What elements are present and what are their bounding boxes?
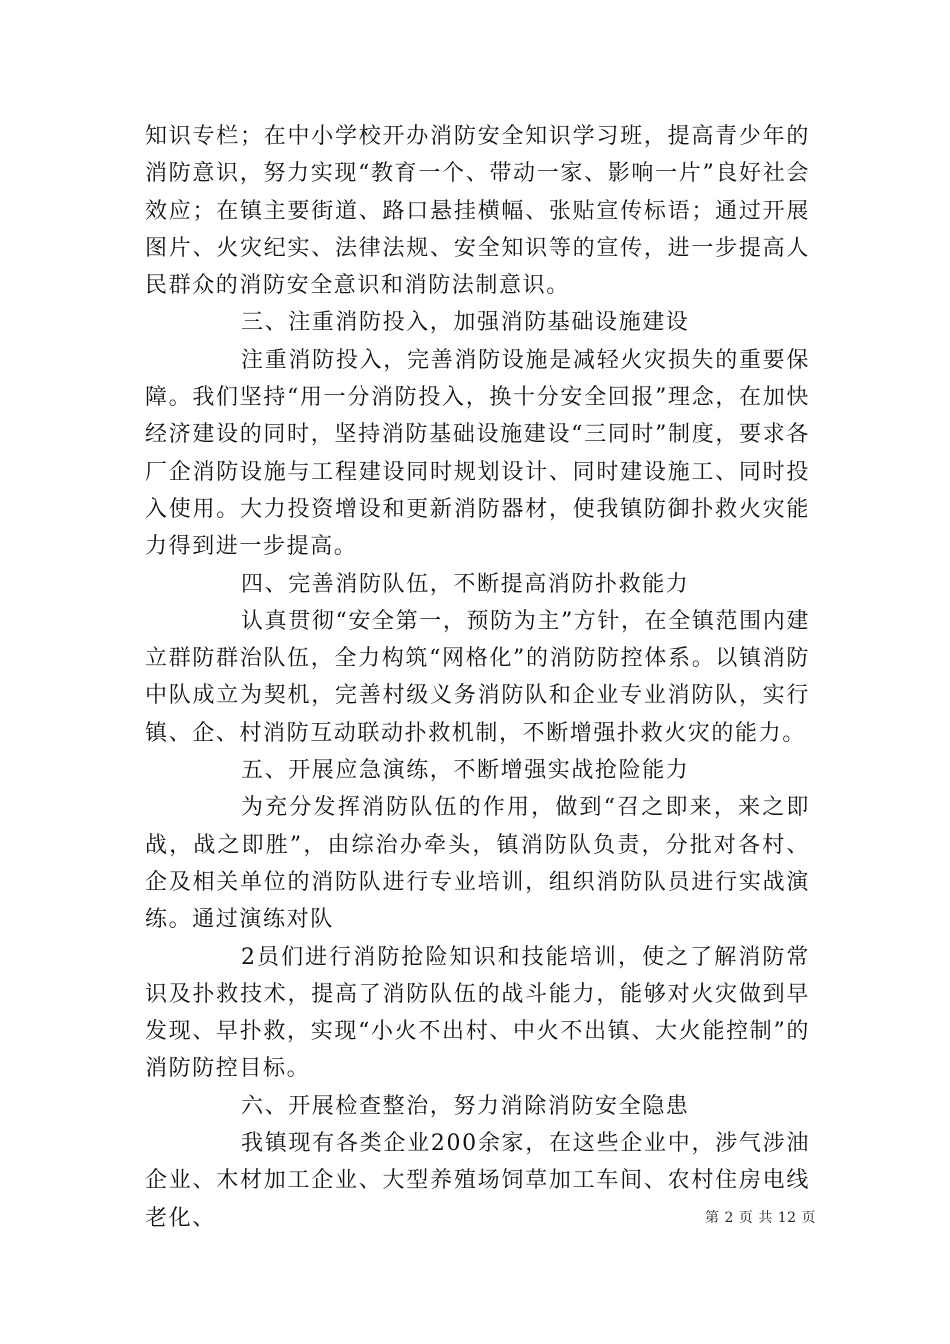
paragraph-section-5-part-1: 为充分发挥消防队伍的作用，做到“召之即来，来之即战，战之即胜”，由综治办牵头，镇消防队负责，分批对各村、企及相关单位的消防队进行专业培训，组织消防队员进行实战演练。通过演练对队 <box>145 795 810 933</box>
section-heading-4: 四、完善消防队伍，不断提高消防扑救能力 <box>241 571 690 597</box>
document-body <box>145 118 810 1237</box>
page-number-footer: 第 2 页 共 12 页 <box>705 1210 816 1226</box>
paragraph-intro-continued: 知识专栏；在中小学校开办消防安全知识学习班，提高青少年的消防意识，努力实现“教育一个、带动一家、影响一片”良好社会效应；在镇主要街道、路口悬挂横幅、张贴宣传标语；通过开展图片、火灾纪实、法律法规、安全知识等的宣传，进一步提高人民群众的消防安全意识和消防法制意识。 <box>145 124 810 299</box>
paragraph-section-3: 注重消防投入，完善消防设施是减轻火灾损失的重要保障。我们坚持“用一分消防投入，换十分安全回报”理念，在加快经济建设的同时，坚持消防基础设施建设“三同时”制度，要求各厂企消防设施与工程建设同时规划设计、同时建设施工、同时投入使用。大力投资增设和更新消防器材，使我镇防御扑救火灾能力得到进一步提高。 <box>145 347 810 560</box>
paragraph-section-4: 认真贯彻“安全第一，预防为主”方针，在全镇范围内建立群防群治队伍，全力构筑“网格化”的消防防控体系。以镇消防中队成立为契机，完善村级义务消防队和企业专业消防队，实行镇、企、村消防互动联动扑救机制，不断增强扑救火灾的能力。 <box>145 608 810 746</box>
section-heading-5: 五、开展应急演练，不断增强实战抢险能力 <box>241 758 690 784</box>
paragraph-section-5-part-2: 2员们进行消防抢险知识和技能培训，使之了解消防常识及扑救技术，提高了消防队伍的战斗能力，能够对火灾做到早发现、早扑救，实现“小火不出村、中火不出镇、大火能控制”的消防防控目标。 <box>145 944 810 1082</box>
section-heading-3: 三、注重消防投入，加强消防基础设施建设 <box>241 310 690 336</box>
paragraph-section-6: 我镇现有各类企业200余家，在这些企业中，涉气涉油企业、木材加工企业、大型养殖场饲草加工车间、农村住房电线老化、 <box>145 1131 810 1231</box>
section-heading-6: 六、开展检查整治，努力消除消防安全隐患 <box>241 1093 690 1119</box>
